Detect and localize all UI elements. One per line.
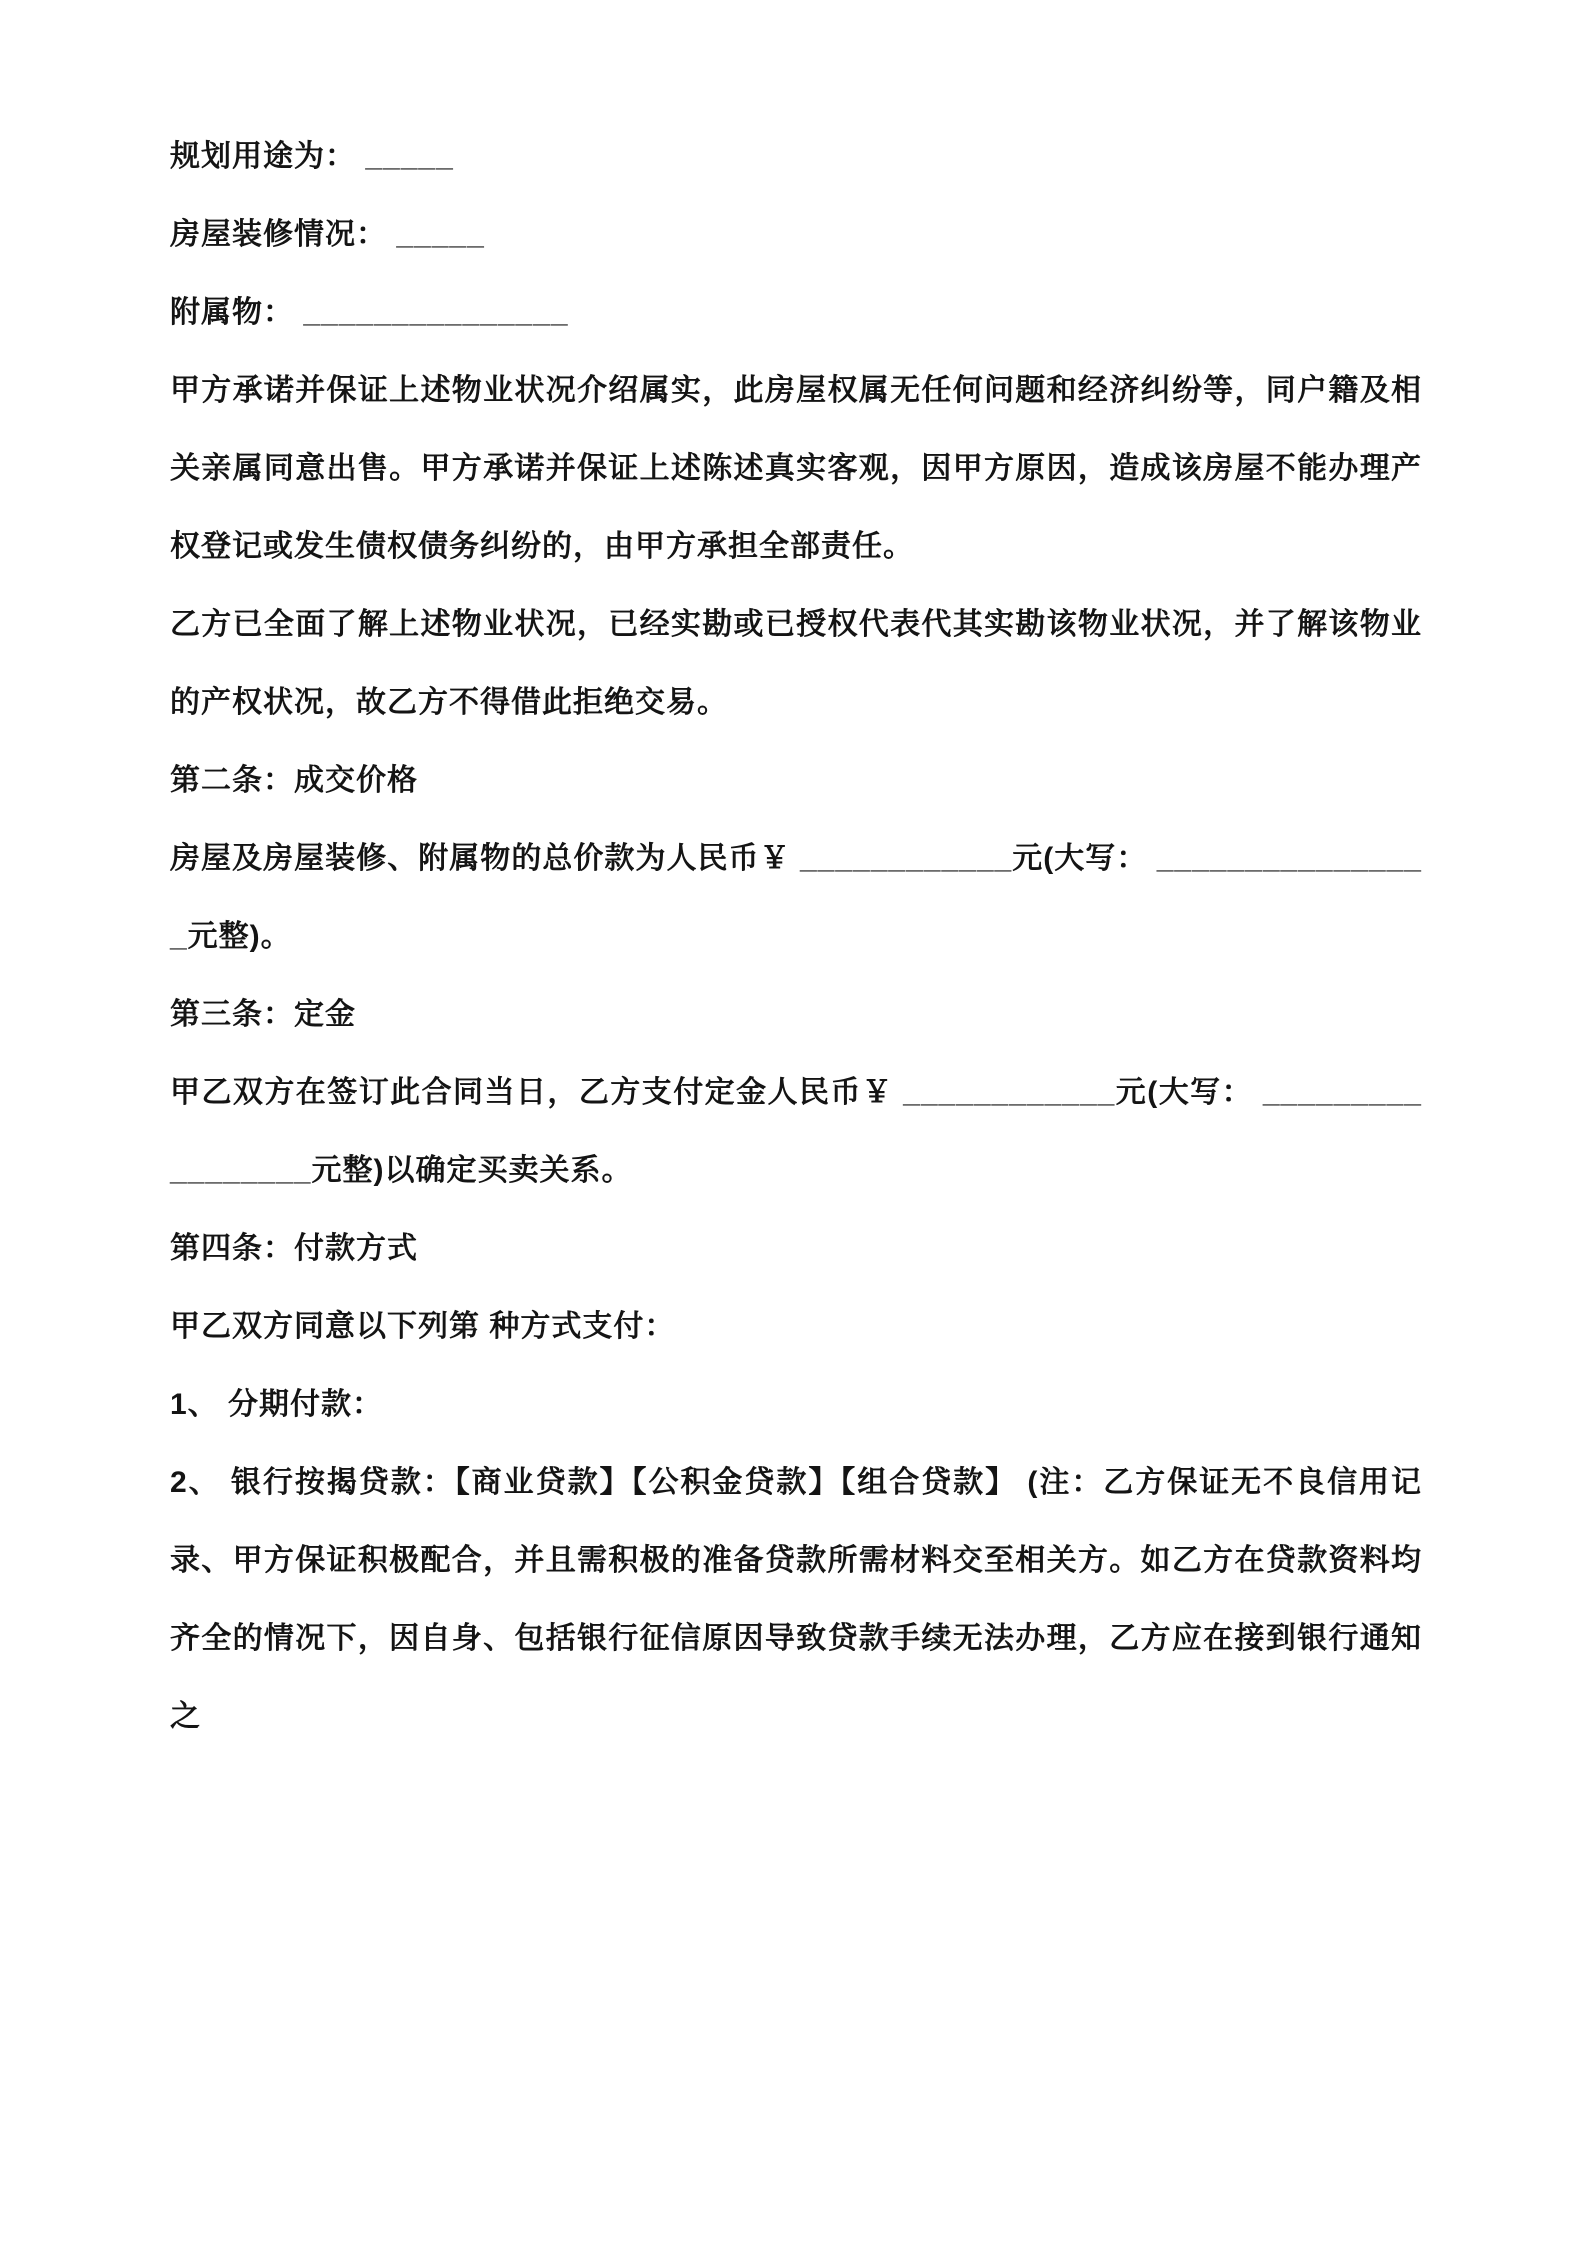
contract-paragraph: 甲方承诺并保证上述物业状况介绍属实，此房屋权属无任何问题和经济纠纷等，同户籍及相关亲属同意出售。甲方承诺并保证上述陈述真实客观，因甲方原因，造成该房屋不能办理产权登记或发生债权债务纠纷的，由甲方承担全部责任。: [170, 374, 1422, 563]
contract-paragraph: 附属物： _______________: [170, 296, 569, 329]
contract-paragraph: 甲乙双方在签订此合同当日，乙方支付定金人民币￥ ____________元(大写： _________________元整)以确定买卖关系。: [170, 1076, 1422, 1187]
contract-paragraph: 房屋装修情况： _____: [170, 218, 485, 251]
section-heading: 第四条：付款方式: [170, 1232, 418, 1265]
contract-paragraph: 规划用途为： _____: [170, 140, 454, 173]
contract-paragraph: 甲乙双方同意以下列第 种方式支付：: [170, 1310, 676, 1343]
section-heading: 第二条：成交价格: [170, 764, 418, 797]
contract-paragraph: 房屋及房屋装修、附属物的总价款为人民币￥ ____________元(大写： ________________元整)。: [170, 842, 1422, 953]
contract-paragraph: 2、 银行按揭贷款：【商业贷款】【公积金贷款】【组合贷款】 (注：乙方保证无不良信用记录、甲方保证积极配合，并且需积极的准备贷款所需材料交至相关方。如乙方在贷款资料均齐全的情况下，因自身、包括银行征信原因导致贷款手续无法办理，乙方应在接到银行通知之: [170, 1466, 1422, 1733]
contract-paragraph: 乙方已全面了解上述物业状况，已经实勘或已授权代表代其实勘该物业状况，并了解该物业的产权状况，故乙方不得借此拒绝交易。: [170, 608, 1422, 719]
section-heading: 第三条：定金: [170, 998, 356, 1031]
contract-body: [170, 118, 1422, 1756]
contract-paragraph: 1、 分期付款：: [170, 1388, 384, 1421]
